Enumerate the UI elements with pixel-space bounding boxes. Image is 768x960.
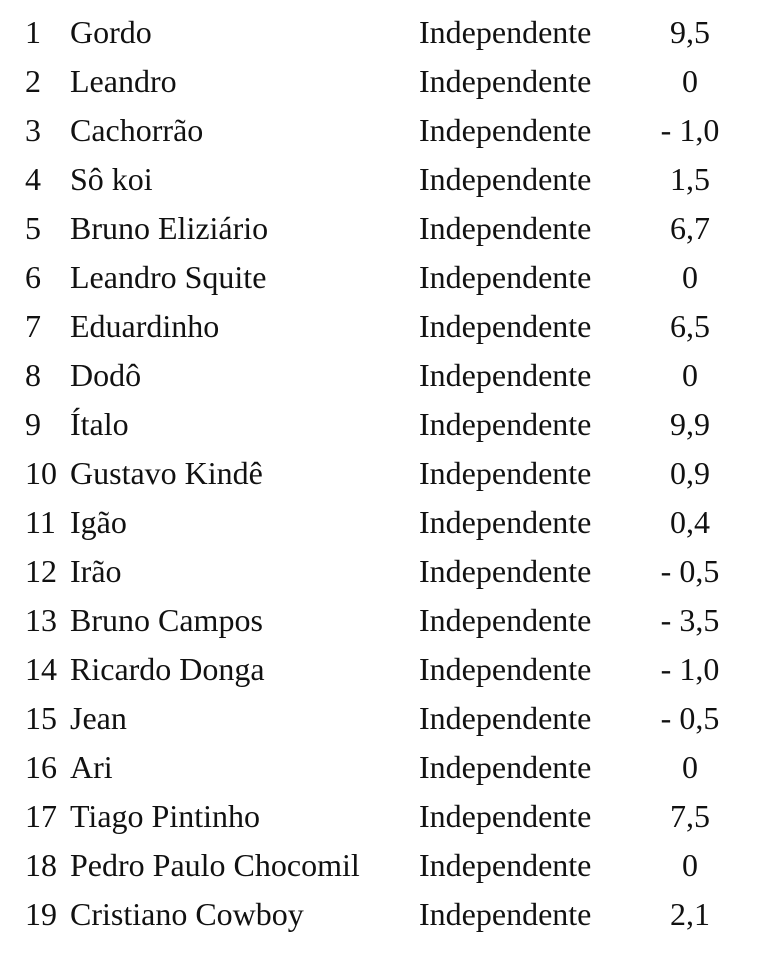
table-row bbox=[0, 645, 768, 694]
row-name: Irão bbox=[70, 553, 122, 589]
row-score: 0,4 bbox=[670, 504, 710, 540]
row-number: 2 bbox=[25, 63, 41, 99]
table-row bbox=[0, 57, 768, 106]
row-name: Cachorrão bbox=[70, 112, 204, 148]
table-row bbox=[0, 449, 768, 498]
row-name: Leandro bbox=[70, 63, 177, 99]
table-row bbox=[0, 351, 768, 400]
row-number: 4 bbox=[25, 161, 41, 197]
row-name: Ricardo Donga bbox=[70, 651, 265, 687]
row-name: Leandro Squite bbox=[70, 259, 267, 295]
row-name: Gordo bbox=[70, 14, 152, 50]
table-row bbox=[0, 155, 768, 204]
row-party: Independente bbox=[419, 504, 592, 540]
row-party: Independente bbox=[419, 161, 592, 197]
row-party: Independente bbox=[419, 651, 592, 687]
row-score: 2,1 bbox=[670, 896, 710, 932]
row-score: - 0,5 bbox=[660, 553, 720, 589]
row-score: 0,9 bbox=[670, 455, 710, 491]
table-row bbox=[0, 596, 768, 645]
table-row bbox=[0, 890, 768, 939]
row-number: 18 bbox=[25, 847, 57, 883]
row-score: - 1,0 bbox=[660, 651, 720, 687]
row-name: Ari bbox=[70, 749, 113, 785]
table-row bbox=[0, 8, 768, 57]
row-party: Independente bbox=[419, 602, 592, 638]
row-score: - 1,0 bbox=[660, 112, 720, 148]
row-number: 6 bbox=[25, 259, 41, 295]
row-number: 9 bbox=[25, 406, 41, 442]
row-name: Jean bbox=[70, 700, 127, 736]
row-name: Igão bbox=[70, 504, 127, 540]
table-row bbox=[0, 400, 768, 449]
table-row bbox=[0, 253, 768, 302]
row-number: 7 bbox=[25, 308, 41, 344]
row-party: Independente bbox=[419, 112, 592, 148]
table-row bbox=[0, 106, 768, 155]
row-party: Independente bbox=[419, 553, 592, 589]
row-name: Pedro Paulo Chocomil bbox=[70, 847, 360, 883]
row-party: Independente bbox=[419, 798, 592, 834]
table-row bbox=[0, 841, 768, 890]
row-score: 1,5 bbox=[670, 161, 710, 197]
row-score: - 3,5 bbox=[660, 602, 720, 638]
row-party: Independente bbox=[419, 406, 592, 442]
row-name: Bruno Eliziário bbox=[70, 210, 269, 246]
row-number: 19 bbox=[25, 896, 57, 932]
row-party: Independente bbox=[419, 455, 592, 491]
row-party: Independente bbox=[419, 357, 592, 393]
row-name: Eduardinho bbox=[70, 308, 220, 344]
row-party: Independente bbox=[419, 700, 592, 736]
row-name: Sô koi bbox=[70, 161, 153, 197]
row-party: Independente bbox=[419, 14, 592, 50]
row-score: 0 bbox=[682, 259, 698, 295]
row-score: 0 bbox=[682, 357, 698, 393]
row-score: 7,5 bbox=[670, 798, 710, 834]
row-name: Gustavo Kindê bbox=[70, 455, 263, 491]
ranking-table bbox=[0, 8, 768, 939]
row-name: Cristiano Cowboy bbox=[70, 896, 304, 932]
table-row bbox=[0, 694, 768, 743]
row-party: Independente bbox=[419, 259, 592, 295]
table-row bbox=[0, 498, 768, 547]
row-party: Independente bbox=[419, 308, 592, 344]
row-number: 15 bbox=[25, 700, 57, 736]
row-party: Independente bbox=[419, 847, 592, 883]
row-number: 10 bbox=[25, 455, 57, 491]
table-row bbox=[0, 743, 768, 792]
row-score: 0 bbox=[682, 63, 698, 99]
row-number: 17 bbox=[25, 798, 57, 834]
row-number: 5 bbox=[25, 210, 41, 246]
table-row bbox=[0, 792, 768, 841]
row-party: Independente bbox=[419, 896, 592, 932]
row-party: Independente bbox=[419, 210, 592, 246]
row-score: 6,5 bbox=[670, 308, 710, 344]
row-number: 16 bbox=[25, 749, 57, 785]
row-name: Tiago Pintinho bbox=[70, 798, 260, 834]
row-number: 12 bbox=[25, 553, 57, 589]
table-row bbox=[0, 547, 768, 596]
row-number: 11 bbox=[25, 504, 56, 540]
table-row bbox=[0, 302, 768, 351]
row-score: 6,7 bbox=[670, 210, 710, 246]
row-number: 14 bbox=[25, 651, 57, 687]
row-number: 1 bbox=[25, 14, 41, 50]
row-party: Independente bbox=[419, 749, 592, 785]
row-name: Dodô bbox=[70, 357, 142, 393]
table-row bbox=[0, 204, 768, 253]
row-name: Ítalo bbox=[70, 406, 129, 442]
row-score: - 0,5 bbox=[660, 700, 720, 736]
row-score: 9,9 bbox=[670, 406, 710, 442]
row-score: 9,5 bbox=[670, 14, 710, 50]
row-party: Independente bbox=[419, 63, 592, 99]
row-number: 13 bbox=[25, 602, 57, 638]
row-number: 8 bbox=[25, 357, 41, 393]
row-score: 0 bbox=[682, 847, 698, 883]
row-number: 3 bbox=[25, 112, 41, 148]
row-name: Bruno Campos bbox=[70, 602, 263, 638]
row-score: 0 bbox=[682, 749, 698, 785]
